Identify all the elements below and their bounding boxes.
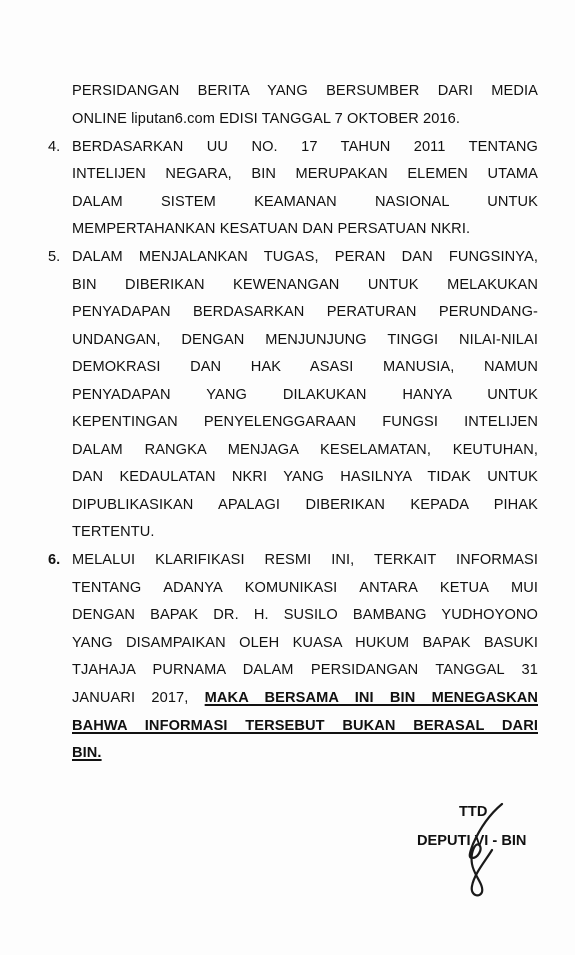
text-line: TERTENTU.	[72, 524, 155, 540]
text-line: ONLINE liputan6.com EDISI TANGGAL 7 OKTOBER 2016.	[72, 111, 461, 127]
text-line: KEPENTINGAN PENYELENGGARAAN FUNGSI INTELIJEN	[72, 414, 538, 430]
emphasis-line: BIN.	[72, 745, 102, 761]
text-line: PENYADAPAN BERDASARKAN PERATURAN PERUNDANG-	[72, 304, 538, 320]
text-line: DALAM MENJALANKAN TUGAS, PERAN DAN FUNGSINYA,	[72, 249, 538, 265]
text-line: MELALUI KLARIFIKASI RESMI INI, TERKAIT INFORMASI	[72, 552, 538, 568]
text-line: DALAM RANGKA MENJAGA KESELAMATAN, KEUTUHAN,	[72, 442, 538, 458]
text-segment: JANUARI 2017,	[72, 690, 205, 706]
handwritten-signature	[440, 800, 520, 900]
text-line-mixed	[72, 688, 538, 708]
signatory-name: DEPUTI VI - BIN	[417, 833, 527, 849]
text-line: TENTANG ADANYA KOMUNIKASI ANTARA KETUA MUI	[72, 580, 538, 596]
list-number: 5.	[48, 249, 61, 265]
text-line: TJAHAJA PURNAMA DALAM PERSIDANGAN TANGGAL 31	[72, 662, 538, 678]
list-number: 4.	[48, 139, 61, 155]
text-line: INTELIJEN NEGARA, BIN MERUPAKAN ELEMEN UTAMA	[72, 166, 538, 182]
text-line: DIPUBLIKASIKAN APALAGI DIBERIKAN KEPADA PIHAK	[72, 497, 538, 513]
text-line: DENGAN BAPAK DR. H. SUSILO BAMBANG YUDHOYONO	[72, 607, 538, 623]
emphasis-line: BAHWA INFORMASI TERSEBUT BUKAN BERASAL DARI	[72, 718, 538, 734]
text-line: UNDANGAN, DENGAN MENJUNJUNG TINGGI NILAI-NILAI	[72, 332, 538, 348]
list-number: 6.	[48, 552, 61, 568]
text-line: PERSIDANGAN BERITA YANG BERSUMBER DARI MEDIA	[72, 83, 538, 99]
text-line: BIN DIBERIKAN KEWENANGAN UNTUK MELAKUKAN	[72, 277, 538, 293]
text-line: DEMOKRASI DAN HAK ASASI MANUSIA, NAMUN	[72, 359, 538, 375]
text-line: BERDASARKAN UU NO. 17 TAHUN 2011 TENTANG	[72, 139, 538, 155]
ttd-label: TTD	[459, 804, 488, 820]
text-line: YANG DISAMPAIKAN OLEH KUASA HUKUM BAPAK BASUKI	[72, 635, 538, 651]
text-line: DALAM SISTEM KEAMANAN NASIONAL UNTUK	[72, 194, 538, 210]
text-line: DAN KEDAULATAN NKRI YANG HASILNYA TIDAK UNTUK	[72, 469, 538, 485]
emphasis-text: MAKA BERSAMA INI BIN MENEGASKAN	[204, 690, 538, 706]
text-line: MEMPERTAHANKAN KESATUAN DAN PERSATUAN NKRI.	[72, 221, 471, 237]
text-line: PENYADAPAN YANG DILAKUKAN HANYA UNTUK	[72, 387, 538, 403]
